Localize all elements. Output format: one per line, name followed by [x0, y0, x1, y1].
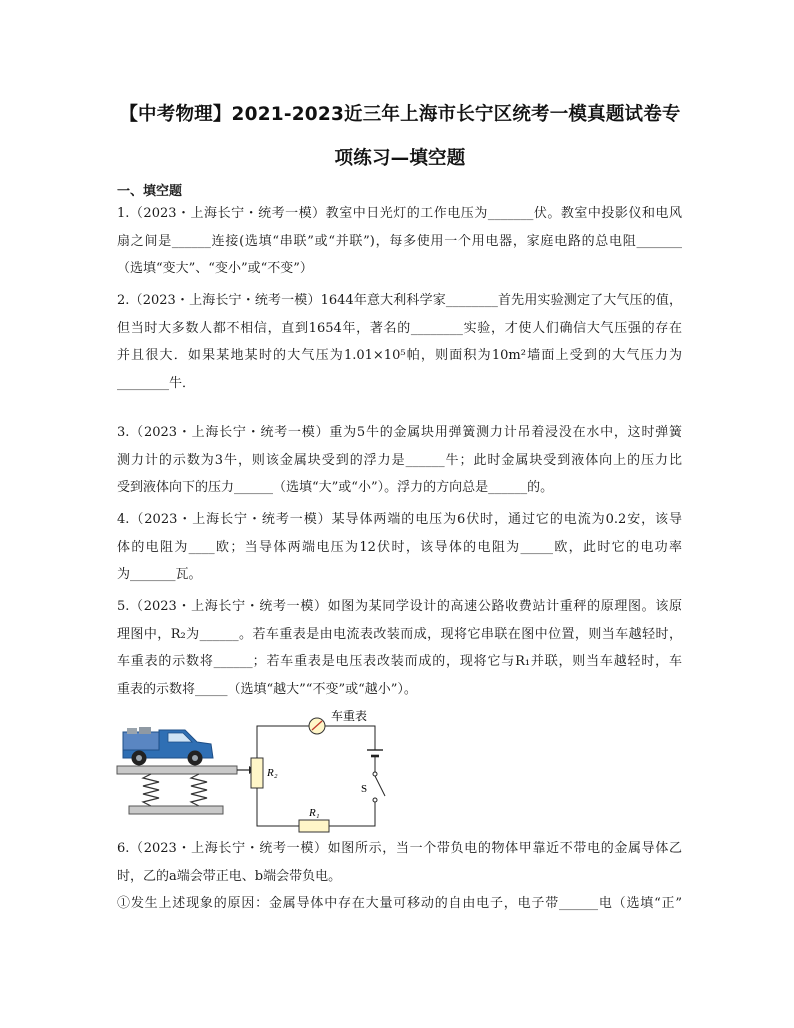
question-line: 4.（2023・上海长宁・统考一模）某导体两端的电压为6伏时，通过它的电流为0.2安，该导	[117, 512, 682, 527]
question-5	[117, 593, 682, 703]
spring-right	[191, 774, 207, 806]
question-line: 2.（2023・上海长宁・统考一模）1644年意大利科学家________首先用实验测定了大气压的值，	[117, 293, 682, 308]
question-line: 测力计的示数为3牛，则该金属块受到的浮力是______牛；此时金属块受到液体向上的压力比	[117, 452, 682, 468]
r1-label: R₁	[309, 807, 320, 819]
circuit-diagram	[113, 710, 413, 838]
question-line: 时，乙的a端会带正电、b端会带负电。	[117, 868, 342, 884]
question-6	[117, 835, 682, 918]
switch-icon	[373, 772, 377, 776]
question-1	[117, 200, 682, 283]
spring-left	[143, 774, 159, 806]
question-3	[117, 419, 682, 502]
question-line: （选填“变大”、“变小”或“不变”）	[117, 261, 313, 276]
question-line: 扇之间是______连接(选填“串联”或“并联”)，每多使用一个用电器，家庭电路的总电阻_______	[117, 233, 682, 249]
meter-label: 车重表	[331, 710, 368, 723]
question-4	[117, 506, 682, 589]
switch-label: S	[361, 783, 368, 795]
question-line: 理图中，R₂为______。若车重表是由电流表改装而成，现将它串联在图中位置，则当车越轻时，	[117, 626, 682, 642]
question-line: 1.（2023・上海长宁・统考一模）教室中日光灯的工作电压为_______伏。教室中投影仪和电风	[117, 206, 682, 221]
question-line: 5.（2023・上海长宁・统考一模）如图为某同学设计的高速公路收费站计重秤的原理图。该原	[117, 599, 682, 614]
scale-platform	[117, 766, 237, 774]
document-title-line1: 【中考物理】2021-2023近三年上海市长宁区统考一模真题试卷专	[119, 104, 681, 125]
truck-icon	[123, 727, 213, 766]
question-line: 为_______瓦。	[117, 567, 202, 582]
question-line: ________牛．	[117, 375, 196, 391]
r2-label: R₂	[267, 767, 278, 779]
resistor-r2	[251, 758, 263, 788]
resistor-r1	[299, 820, 329, 832]
question-line: 车重表的示数将______；若车重表是电压表改装而成的，现将它与R₁并联，则当车越轻时，车	[117, 654, 682, 669]
question-line: 体的电阻为____欧；当导体两端电压为12伏时，该导体的电阻为_____欧，此时它的电功率	[117, 539, 682, 555]
question-line: 但当时大多数人都不相信，直到1654年，著名的________实验，才使人们确信大气压强的存在	[117, 320, 682, 336]
section-heading: 一、填空题	[117, 184, 183, 199]
question-line: 6.（2023・上海长宁・统考一模）如图所示，当一个带负电的物体甲靠近不带电的金属导体乙	[117, 841, 682, 856]
document-title-line2: 项练习—填空题	[334, 148, 466, 169]
question-2	[117, 287, 682, 397]
question-line: 受到液体向下的压力______（选填“大”或“小”）。浮力的方向总是______的。	[117, 480, 554, 495]
question-line: 3.（2023・上海长宁・统考一模）重为5牛的金属块用弹簧测力计吊着浸没在水中，这时弹簧	[117, 425, 682, 440]
question-line: ①发生上述现象的原因：金属导体中存在大量可移动的自由电子，电子带______电（选填“正”	[117, 896, 682, 911]
scale-base	[129, 806, 223, 814]
question-line: 并且很大．如果某地某时的大气压为1.01×10⁵帕，则面积为10m²墙面上受到的大气压力为	[117, 348, 682, 363]
question-line: 重表的示数将_____（选填“越大”“不变”或“越小”）。	[117, 681, 417, 697]
